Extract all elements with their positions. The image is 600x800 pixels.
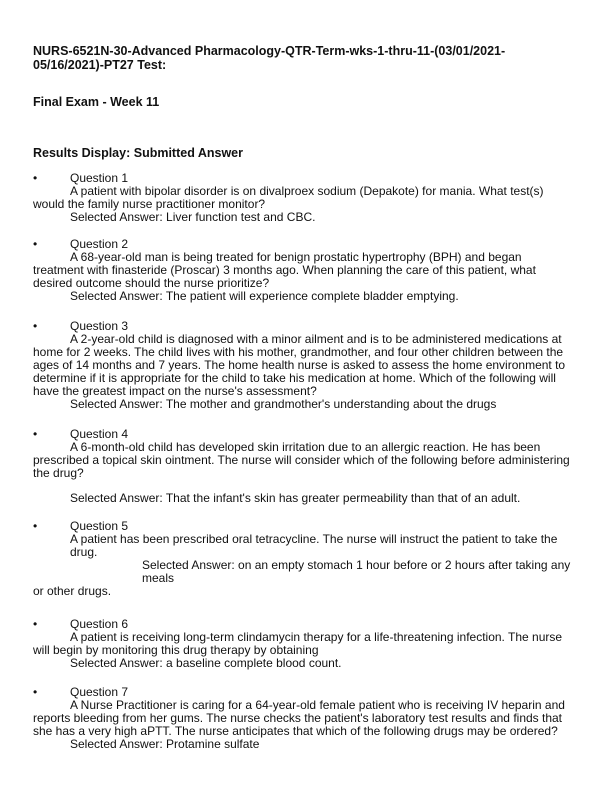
question-label: Question 4	[70, 427, 129, 441]
bullet-marker: •	[33, 519, 38, 533]
selected-answer-continuation: or other drugs.	[33, 584, 112, 598]
selected-answer: Selected Answer: Protamine sulfate	[70, 737, 260, 751]
bullet-marker: •	[33, 685, 38, 699]
results-display-label: Results Display: Submitted Answer	[33, 146, 243, 160]
question-text: A 2-year-old child is diagnosed with a minor ailment and is to be administered medications at home for 2 weeks. The child lives with his mother, grandmother, and four other children between the ages of 14 months and 7 years. The home health nurse is asked to assess the home environment to determine if it is appropriate for the child to take his medication at home. Which of the following will have the greatest impact on the nurse's assessment?	[33, 332, 566, 398]
question-text: A Nurse Practitioner is caring for a 64-year-old female patient who is receiving IV heparin and reports bleeding from her gums. The nurse checks the patient's laboratory test results and finds that she has a very high aPTT. The nurse anticipates that which of the following drugs may be ordered?	[33, 698, 565, 738]
course-title: NURS-6521N-30-Advanced Pharmacology-QTR-Term-wks-1-thru-11-(03/01/2021-05/16/2021)-PT27 Test:	[33, 44, 506, 72]
bullet-marker: •	[33, 319, 38, 333]
question-3	[33, 320, 573, 411]
question-2	[33, 238, 573, 303]
question-6	[33, 618, 573, 670]
selected-answer: Selected Answer: That the infant's skin has greater permeability than that of an adult.	[70, 491, 521, 505]
question-label: Question 7	[70, 685, 129, 699]
bullet-marker: •	[33, 427, 38, 441]
exam-title: Final Exam - Week 11	[33, 95, 160, 109]
selected-answer: Selected Answer: Liver function test and CBC.	[70, 210, 316, 224]
bullet-marker: •	[33, 617, 38, 631]
selected-answer: Selected Answer: The patient will experience complete bladder emptying.	[70, 289, 459, 303]
selected-answer: Selected Answer: on an empty stomach 1 hour before or 2 hours after taking any meals	[142, 558, 571, 585]
question-text: A 68-year-old man is being treated for benign prostatic hypertrophy (BPH) and began treatment with finasteride (Proscar) 3 months ago. When planning the care of this patient, what desired outcome should the nurse prioritize?	[33, 250, 536, 290]
question-4	[33, 428, 573, 505]
question-text: A patient has been prescribed oral tetracycline. The nurse will instruct the patient to take the drug.	[70, 532, 558, 559]
question-text: A patient with bipolar disorder is on divalproex sodium (Depakote) for mania. What test(s) would the family nurse practitioner monitor?	[33, 184, 544, 211]
question-label: Question 3	[70, 319, 129, 333]
selected-answer: Selected Answer: The mother and grandmother's understanding about the drugs	[70, 397, 497, 411]
question-1	[33, 172, 573, 224]
question-text: A 6-month-old child has developed skin irritation due to an allergic reaction. He has been prescribed a topical skin ointment. The nurse will consider which of the following before administering the drug?	[33, 440, 570, 480]
question-5	[33, 520, 573, 598]
question-label: Question 5	[70, 519, 129, 533]
question-label: Question 2	[70, 237, 129, 251]
bullet-marker: •	[33, 171, 38, 185]
bullet-marker: •	[33, 237, 38, 251]
selected-answer: Selected Answer: a baseline complete blood count.	[70, 656, 342, 670]
question-label: Question 1	[70, 171, 129, 185]
question-label: Question 6	[70, 617, 129, 631]
question-7	[33, 686, 573, 751]
question-text: A patient is receiving long-term clindamycin therapy for a life-threatening infection. The nurse will begin by monitoring this drug therapy by obtaining	[33, 630, 563, 657]
